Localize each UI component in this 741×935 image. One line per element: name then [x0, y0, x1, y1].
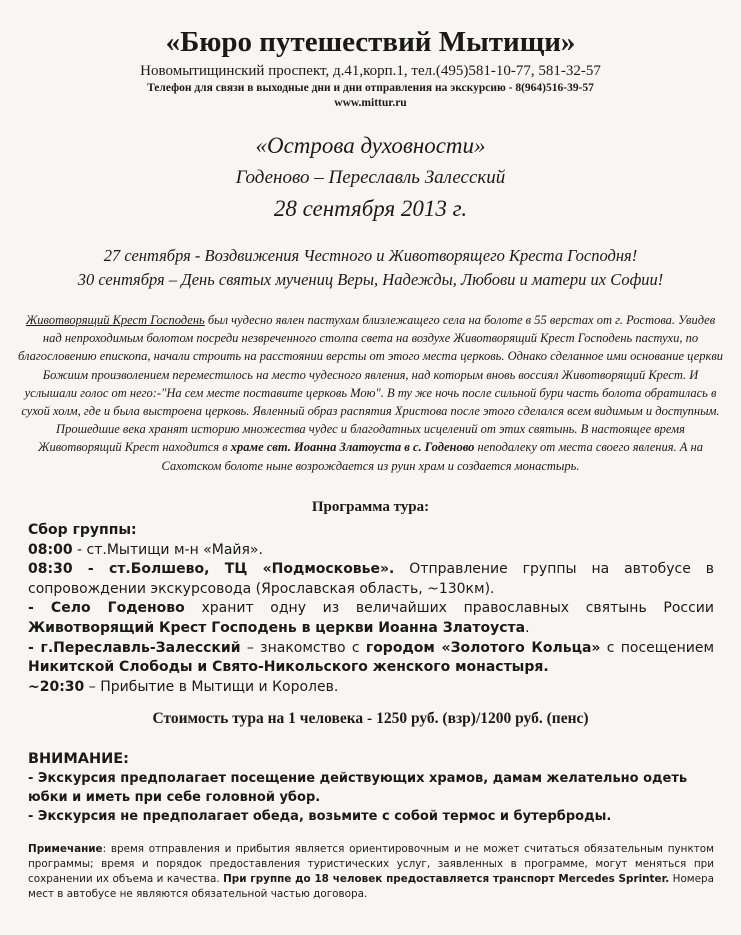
note-bold: При группе до 18 человек предоставляется транспорт Mercedes Sprinter.: [223, 873, 670, 885]
item-bold: городом «Золотого Кольца»: [365, 639, 601, 656]
note-end: Номера мест в автобусе не являются обязательной частью договора.: [28, 873, 714, 900]
time-label: ~20:30: [28, 678, 85, 695]
program-item: [28, 560, 714, 599]
story-text-2: неподалеку от места своего явления. А на Сахотском болоте ныне возрождается из руин храм и создается монастырь.: [161, 440, 703, 473]
note-block: [28, 842, 714, 902]
weekend-phone: Телефон для связи в выходные дни и дни отправления на экскурсию - 8(964)516-39-57: [147, 82, 594, 94]
feast-line-1: 27 сентября - Воздвижения Честного и Животворящего Креста Господня!: [103, 246, 638, 265]
item-text: с посещением: [600, 639, 715, 656]
program-item: [28, 639, 714, 678]
program-title: Программа тура:: [311, 499, 430, 515]
item-text: .: [525, 619, 530, 636]
time-label: 08:00: [28, 541, 73, 558]
item-bold: Никитской Слободы и Свято-Никольского женского монастыря.: [28, 659, 549, 676]
story-cross-name: Животворящий Крест Господень: [25, 313, 205, 327]
attention-item: [28, 769, 714, 807]
attention-item: [28, 807, 714, 826]
item-text: хранит одну из величайших православных святынь России: [184, 600, 714, 617]
attention-item-text: - Экскурсия предполагает посещение действующих храмов, дамам желательно одеть юбки и иметь при себе головной убор.: [28, 771, 688, 805]
attention-block: [28, 750, 714, 826]
stop-label: - Село Годеново: [28, 600, 185, 617]
feast-line-2: 30 сентября – День святых мучениц Веры, Надежды, Любови и матери их Софии!: [77, 270, 664, 289]
story-church: храме свт. Иоанна Златоуста в с. Годеново: [230, 440, 475, 455]
story-paragraph: [18, 311, 723, 475]
stop-label: - г.Переславль-Залесский: [28, 639, 241, 656]
item-text: - ст.Мытищи м-н «Майя».: [72, 541, 263, 558]
agency-address: Новомытищинский проспект, д.41,корп.1, тел.(495)581-10-77, 581-32-57: [140, 63, 601, 79]
stop-label: 08:30 - ст.Болшево, ТЦ «Подмосковье».: [28, 561, 395, 578]
program-item: [28, 599, 714, 638]
attention-heading: ВНИМАНИЕ:: [28, 751, 129, 767]
tour-price: Стоимость тура на 1 человека - 1250 руб. (взр)/1200 руб. (пенс): [152, 710, 589, 727]
item-bold: Животворящий Крест Господень в церкви Иоанна Златоуста: [28, 619, 526, 636]
program-item: [28, 678, 714, 698]
attention-item-text: - Экскурсия не предполагает обеда, возьмите с собой термос и бутерброды.: [28, 809, 612, 824]
tour-name: «Острова духовности»: [255, 133, 486, 158]
program-list: [28, 521, 714, 697]
agency-title: «Бюро путешествий Мытищи»: [165, 26, 576, 58]
website: www.mittur.ru: [334, 97, 407, 109]
tour-date: 28 сентября 2013 г.: [273, 196, 468, 221]
note-label: Примечание: [28, 843, 103, 855]
story-text-1: был чудесно явлен пастухам близлежащего села на болоте в 55 верстах от г. Ростова. Увидев над непроходимым болотом посреди незвреченного столпа света на воздухе Животворящий Крест Господень пастухи, по благословению епископа, начали строить на расстоянии версты от этого места церковь. Однако сделанное ими основание церкви Божиим произволением переместилось на место чудесного явления, над которым вновь воссиял Животворящий Крест. И услышали голос от негo:-"На сем месте поставите церковь Мою". В ту же ночь после сильной бури часть болота обратилась в сухой холм, где и была выстроена церковь. Явленный образ распятия Христова после этого сделался всем видимым и доступным. Прошедшие века хранят историю множества чудес и благодатных исцелений от этих святынь. В настоящее время Животворящий Крест находится в: [18, 313, 724, 455]
gather-label: Сбор группы:: [28, 522, 137, 538]
item-text: – знакомство с: [240, 639, 366, 656]
item-text: Отправление группы на автобусе в сопровождении экскурсовода (Ярославская область, ~130км).: [28, 561, 715, 597]
gather-heading: [28, 521, 714, 541]
item-text: – Прибытие в Мытищи и Королев.: [84, 678, 339, 695]
note-text: : время отправления и прибытия является ориентировочным и не может считаться обязательным пунктом программы; время и порядок предоставления туристических услуг, заявленных в программе, могут меняться при сохранении их объема и качества.: [28, 843, 714, 885]
tour-route: Годеново – Переславль Залесский: [235, 167, 506, 188]
program-item: [28, 541, 714, 561]
